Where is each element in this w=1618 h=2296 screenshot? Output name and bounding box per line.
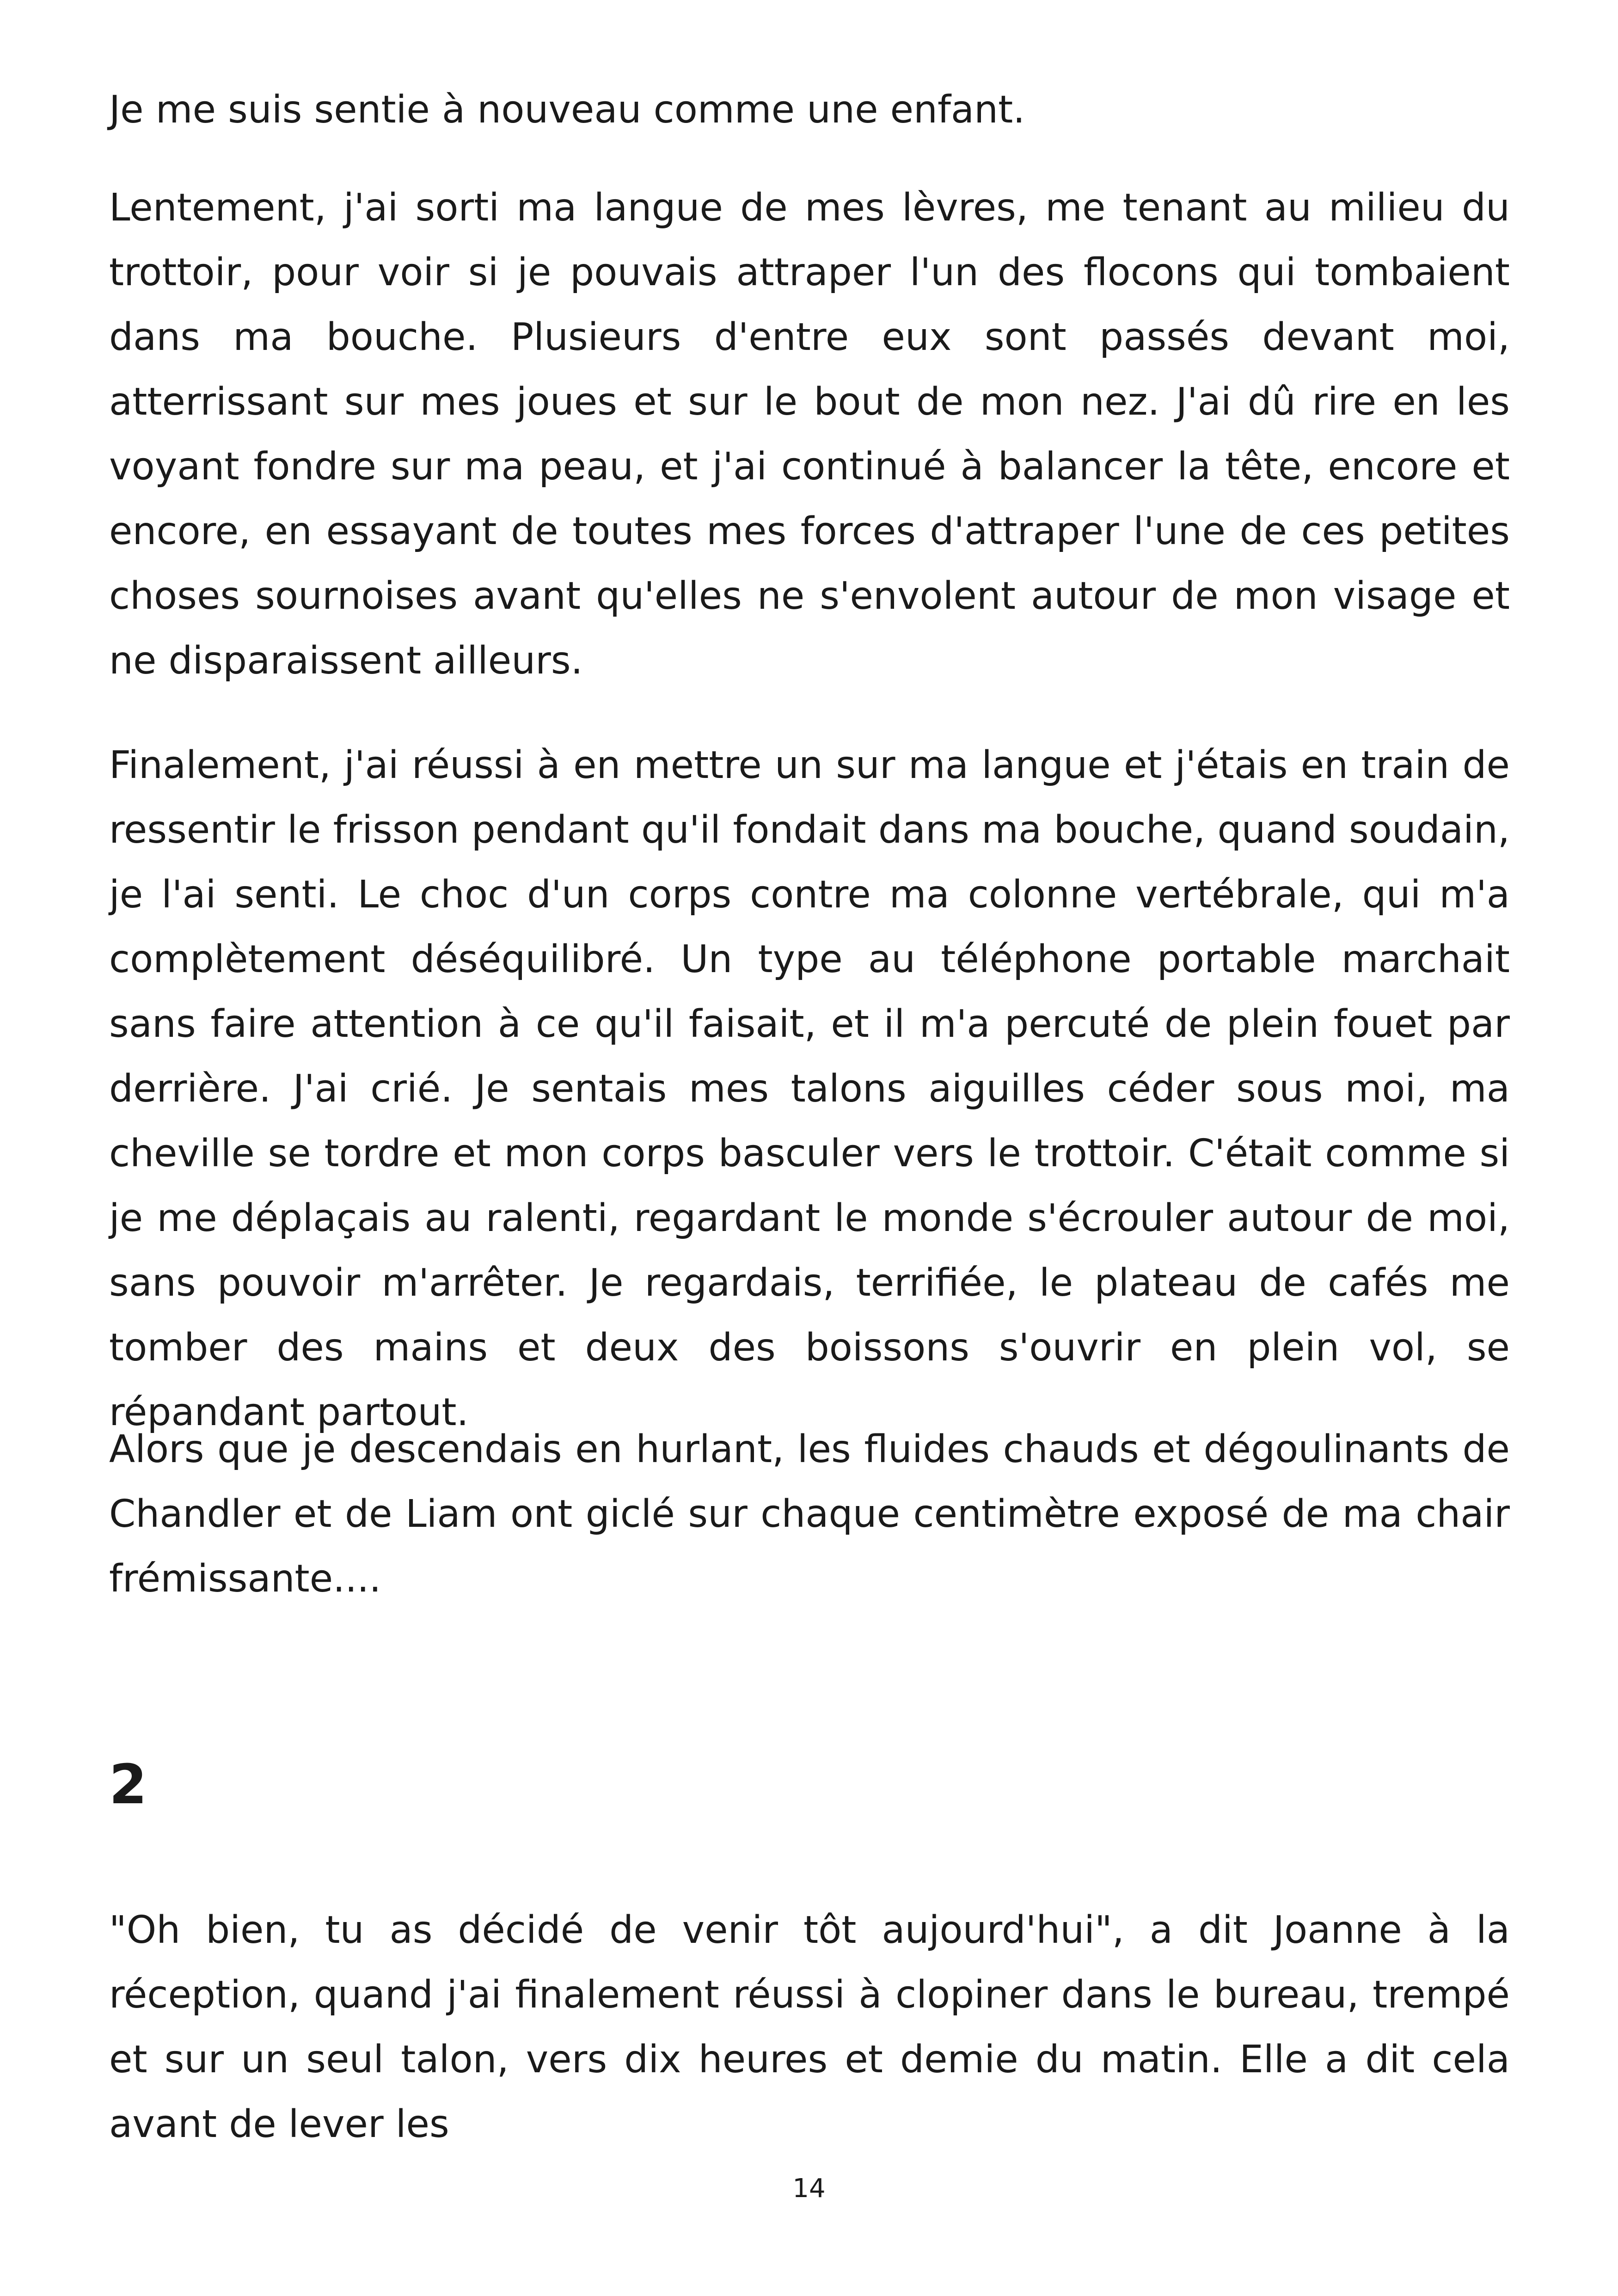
paragraph-text: Lentement, j'ai sorti ma langue de mes lèvres, me tenant au milieu du trottoir, pour voir si je pouvais attraper l'un des flocons qui tombaient dans ma bouche. Plusieurs d'entre eux sont passés devant moi, atterrissant sur mes joues et sur le bout de mon nez. J'ai dû rire en les voyant fondre sur ma peau, et j'ai continué à balancer la tête, encore et encore, en essayant de toutes mes forces d'attraper l'une de ces petites choses sournoises avant qu'elles ne s'envolent autour de mon visage et ne disparaissent ailleurs. (109, 186, 1510, 683)
page-number: 14 (792, 2174, 826, 2204)
paragraph-text: Je me suis sentie à nouveau comme une enfant. (109, 88, 1025, 132)
chapter-heading: 2 (109, 1752, 147, 1816)
paragraph-5 (109, 1898, 1510, 2157)
paragraph-text: Alors que je descendais en hurlant, les fluides chauds et dégoulinants de Chandler et de Liam ont giclé sur chaque centimètre exposé de ma chair frémissante.... (109, 1427, 1510, 1601)
paragraph-4 (109, 1417, 1510, 1611)
paragraph-1 (109, 78, 1510, 142)
paragraph-2 (109, 176, 1510, 693)
paragraph-text: Finalement, j'ai réussi à en mettre un sur ma langue et j'étais en train de ressentir le frisson pendant qu'il fondait dans ma bouche, quand soudain, je l'ai senti. Le choc d'un corps contre ma colonne vertébrale, qui m'a complètement déséquilibré. Un type au téléphone portable marchait sans faire attention à ce qu'il faisait, et il m'a percuté de plein fouet par derrière. J'ai crié. Je sentais mes talons aiguilles céder sous moi, ma cheville se tordre et mon corps basculer vers le trottoir. C'était comme si je me déplaçais au ralenti, regardant le monde s'écrouler autour de moi, sans pouvoir m'arrêter. Je regardais, terrifiée, le plateau de cafés me tomber des mains et deux des boissons s'ouvrir en plein vol, se répandant partout. (109, 743, 1510, 1434)
paragraph-text: "Oh bien, tu as décidé de venir tôt aujourd'hui", a dit Joanne à la réception, quand j'ai finalement réussi à clopiner dans le bureau, trempé et sur un seul talon, vers dix heures et demie du matin. Elle a dit cela avant de lever les (109, 1908, 1510, 2146)
paragraph-3 (109, 733, 1510, 1445)
